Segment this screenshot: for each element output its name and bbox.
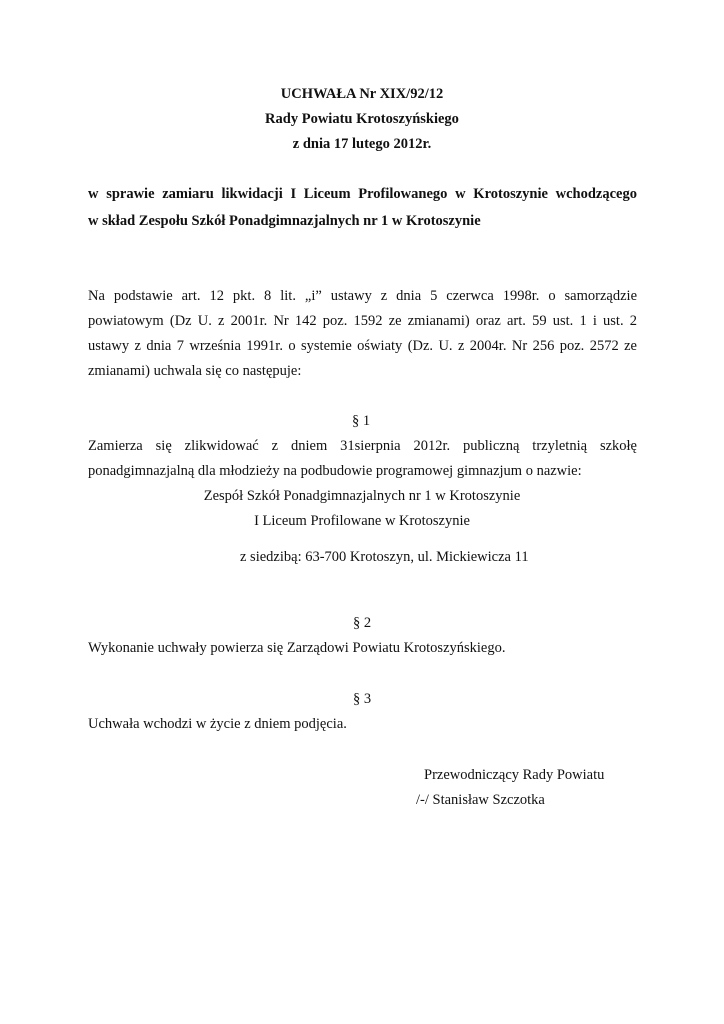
preamble-line-3: ustawy z dnia 7 września 1991r. o systemie oświaty (Dz. U. z 2004r. Nr 256 poz. 2572 ze xyxy=(88,338,637,354)
section-2-text: Wykonanie uchwały powierza się Zarządowi Powiatu Krotoszyńskiego. xyxy=(88,640,506,656)
subject-line-1: w sprawie zamiaru likwidacji I Liceum Profilowanego w Krotoszynie wchodzącego xyxy=(88,186,637,202)
resolution-issuer: Rady Powiatu Krotoszyńskiego xyxy=(265,111,459,127)
school-name-2: I Liceum Profilowane w Krotoszynie xyxy=(254,513,470,529)
school-address: z siedzibą: 63-700 Krotoszyn, ul. Mickiewicza 11 xyxy=(240,549,529,565)
section-2-marker: § 2 xyxy=(353,615,372,631)
section-1-line-2: ponadgimnazjalną dla młodzieży na podbudowie programowej gimnazjum o nazwie: xyxy=(88,463,582,479)
subject-line-2: w skład Zespołu Szkół Ponadgimnazjalnych nr 1 w Krotoszynie xyxy=(88,213,481,229)
signature-name: /-/ Stanisław Szczotka xyxy=(416,792,545,808)
school-name-1: Zespół Szkół Ponadgimnazjalnych nr 1 w Krotoszynie xyxy=(203,488,521,504)
section-1-marker: § 1 xyxy=(352,413,371,429)
preamble-line-2: powiatowym (Dz U. z 2001r. Nr 142 poz. 1592 ze zmianami) oraz art. 59 ust. 1 i ust. 2 xyxy=(88,313,637,329)
signature-role: Przewodniczący Rady Powiatu xyxy=(424,767,605,783)
section-3-marker: § 3 xyxy=(353,691,372,707)
section-3-text: Uchwała wchodzi w życie z dniem podjęcia. xyxy=(88,716,347,732)
resolution-title: UCHWAŁA Nr XIX/92/12 xyxy=(280,86,444,102)
preamble-line-1: Na podstawie art. 12 pkt. 8 lit. „i” ustawy z dnia 5 czerwca 1998r. o samorządzie xyxy=(88,288,637,304)
resolution-date: z dnia 17 lutego 2012r. xyxy=(292,136,432,152)
section-1-line-1: Zamierza się zlikwidować z dniem 31sierpnia 2012r. publiczną trzyletnią szkołę xyxy=(88,438,637,454)
preamble-line-4: zmianami) uchwala się co następuje: xyxy=(88,363,302,379)
